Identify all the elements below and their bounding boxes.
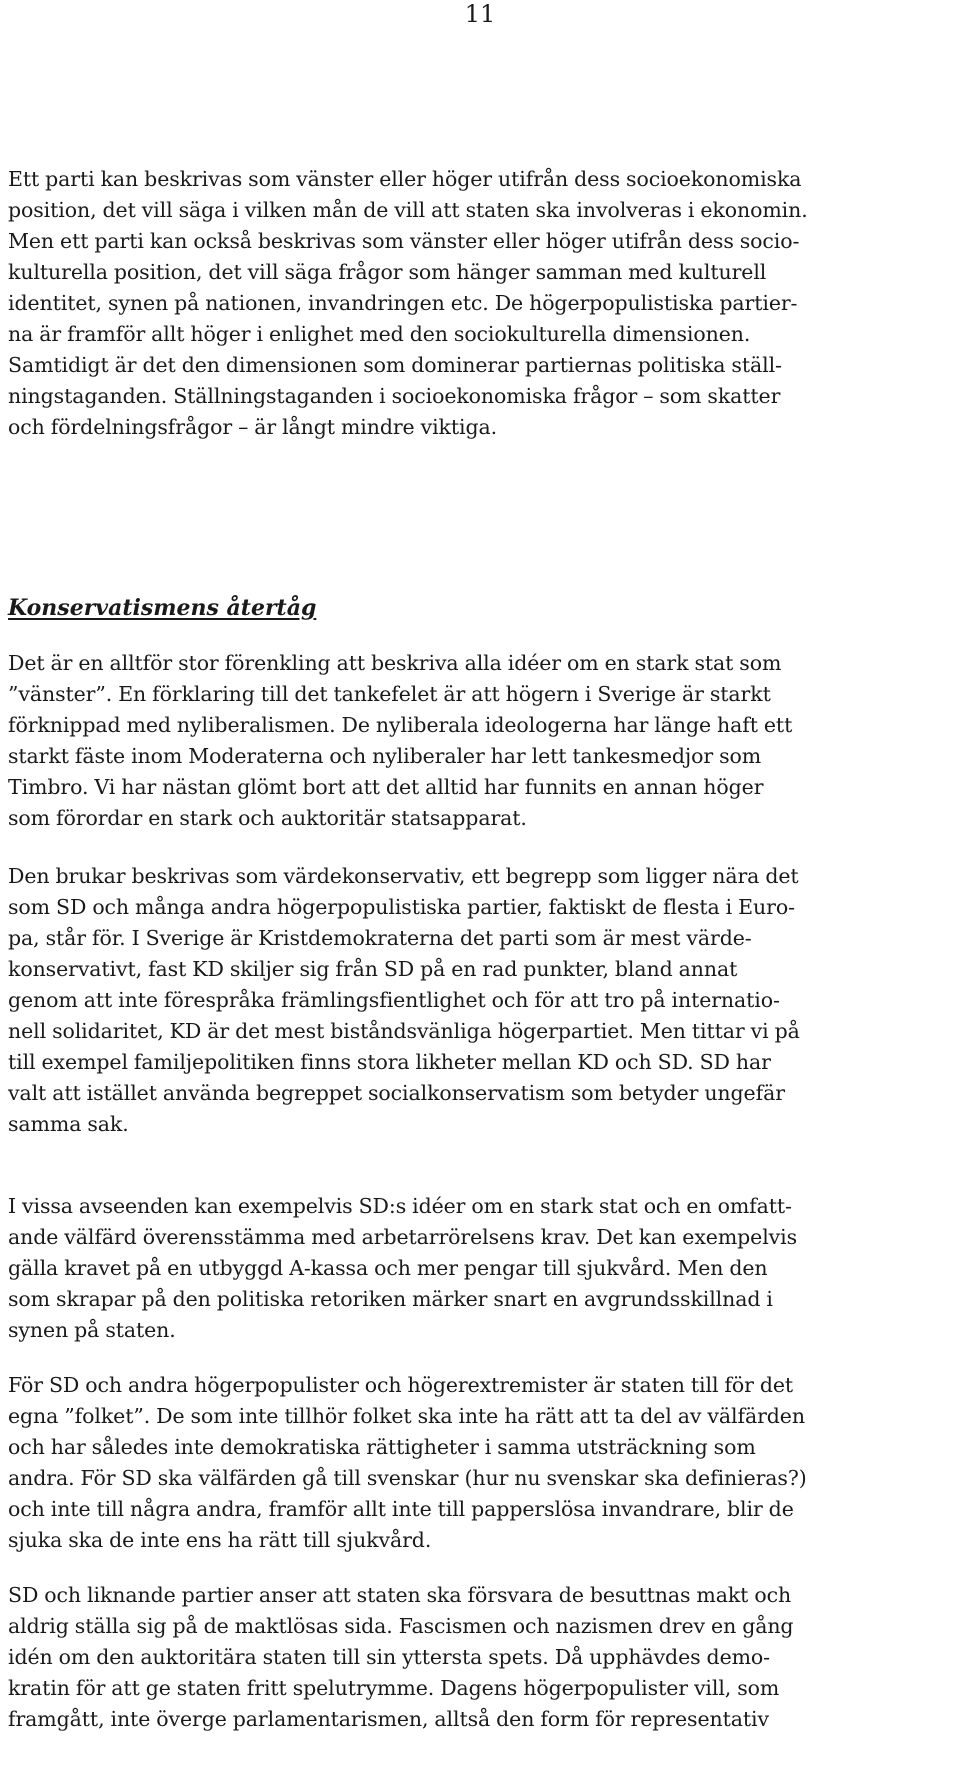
text-line: aldrig ställa sig på de maktlösas sida. Fascismen och nazismen drev en gång — [8, 1614, 794, 1638]
paragraph-1 — [8, 164, 958, 443]
text-line: genom att inte förespråka främlingsfientlighet och för att tro på internatio- — [8, 988, 780, 1012]
text-line: position, det vill säga i vilken mån de vill att staten ska involveras i ekonomin. — [8, 198, 808, 222]
paragraph-3 — [8, 861, 958, 1140]
text-line: förknippad med nyliberalismen. De nyliberala ideologerna har länge haft ett — [8, 713, 793, 737]
paragraph-5 — [8, 1370, 958, 1556]
text-line: samma sak. — [8, 1112, 129, 1136]
page-number: 11 — [464, 0, 496, 28]
paragraph-6 — [8, 1580, 958, 1735]
text-line: gälla kravet på en utbyggd A-kassa och mer pengar till sjukvård. Men den — [8, 1256, 768, 1280]
text-line: pa, står för. I Sverige är Kristdemokraterna det parti som är mest värde- — [8, 926, 752, 950]
text-line: ande välfärd överensstämma med arbetarrörelsens krav. Det kan exempelvis — [8, 1225, 798, 1249]
text-line: Samtidigt är det den dimensionen som dominerar partiernas politiska ställ- — [8, 353, 782, 377]
text-line: nell solidaritet, KD är det mest biståndsvänliga högerpartiet. Men tittar vi på — [8, 1019, 800, 1043]
text-line: konservativt, fast KD skiljer sig från SD på en rad punkter, bland annat — [8, 957, 738, 981]
text-line: Den brukar beskrivas som värdekonservativ, ett begrepp som ligger nära det — [8, 864, 799, 888]
section-heading: Konservatismens återtåg — [8, 595, 317, 621]
text-line: starkt fäste inom Moderaterna och nyliberaler har lett tankesmedjor som — [8, 744, 762, 768]
text-line: I vissa avseenden kan exempelvis SD:s idéer om en stark stat och en omfatt- — [8, 1194, 792, 1218]
text-line: valt att istället använda begreppet socialkonservatism som betyder ungefär — [8, 1081, 785, 1105]
text-line: idén om den auktoritära staten till sin yttersta spets. Då upphävdes demo- — [8, 1645, 771, 1669]
text-line: som förordar en stark och auktoritär statsapparat. — [8, 806, 527, 830]
text-line: För SD och andra högerpopulister och högerextremister är staten till för det — [8, 1373, 794, 1397]
text-line: till exempel familjepolitiken finns stora likheter mellan KD och SD. SD har — [8, 1050, 771, 1074]
text-line: Det är en alltför stor förenkling att beskriva alla idéer om en stark stat som — [8, 651, 782, 675]
text-line: andra. För SD ska välfärden gå till svenskar (hur nu svenskar ska definieras?) — [8, 1466, 807, 1490]
text-line: framgått, inte överge parlamentarismen, alltså den form för representativ — [8, 1707, 769, 1731]
text-line: kulturella position, det vill säga frågor som hänger samman med kulturell — [8, 260, 767, 284]
text-line: Ett parti kan beskrivas som vänster eller höger utifrån dess socioekonomiska — [8, 167, 802, 191]
paragraph-2 — [8, 648, 958, 834]
text-line: som skrapar på den politiska retoriken märker snart en avgrundsskillnad i — [8, 1287, 773, 1311]
text-line: na är framför allt höger i enlighet med den sociokulturella dimensionen. — [8, 322, 751, 346]
text-line: SD och liknande partier anser att staten ska försvara de besuttnas makt och — [8, 1583, 792, 1607]
text-line: sjuka ska de inte ens ha rätt till sjukvård. — [8, 1528, 432, 1552]
text-line: Timbro. Vi har nästan glömt bort att det alltid har funnits en annan höger — [8, 775, 764, 799]
text-line: Men ett parti kan också beskrivas som vänster eller höger utifrån dess socio- — [8, 229, 800, 253]
text-line: synen på staten. — [8, 1318, 176, 1342]
text-line: ”vänster”. En förklaring till det tankefelet är att högern i Sverige är starkt — [8, 682, 771, 706]
text-line: egna ”folket”. De som inte tillhör folket ska inte ha rätt att ta del av välfärden — [8, 1404, 805, 1428]
paragraph-4 — [8, 1191, 958, 1346]
text-line: kratin för att ge staten fritt spelutrymme. Dagens högerpopulister vill, som — [8, 1676, 780, 1700]
text-line: ningstaganden. Ställningstaganden i socioekonomiska frågor – som skatter — [8, 384, 781, 408]
text-line: identitet, synen på nationen, invandringen etc. De högerpopulistiska partier- — [8, 291, 798, 315]
text-line: och har således inte demokratiska rättigheter i samma utsträckning som — [8, 1435, 756, 1459]
text-line: och fördelningsfrågor – är långt mindre viktiga. — [8, 415, 498, 439]
text-line: och inte till några andra, framför allt inte till papperslösa invandrare, blir de — [8, 1497, 794, 1521]
text-line: som SD och många andra högerpopulistiska partier, faktiskt de flesta i Euro- — [8, 895, 795, 919]
